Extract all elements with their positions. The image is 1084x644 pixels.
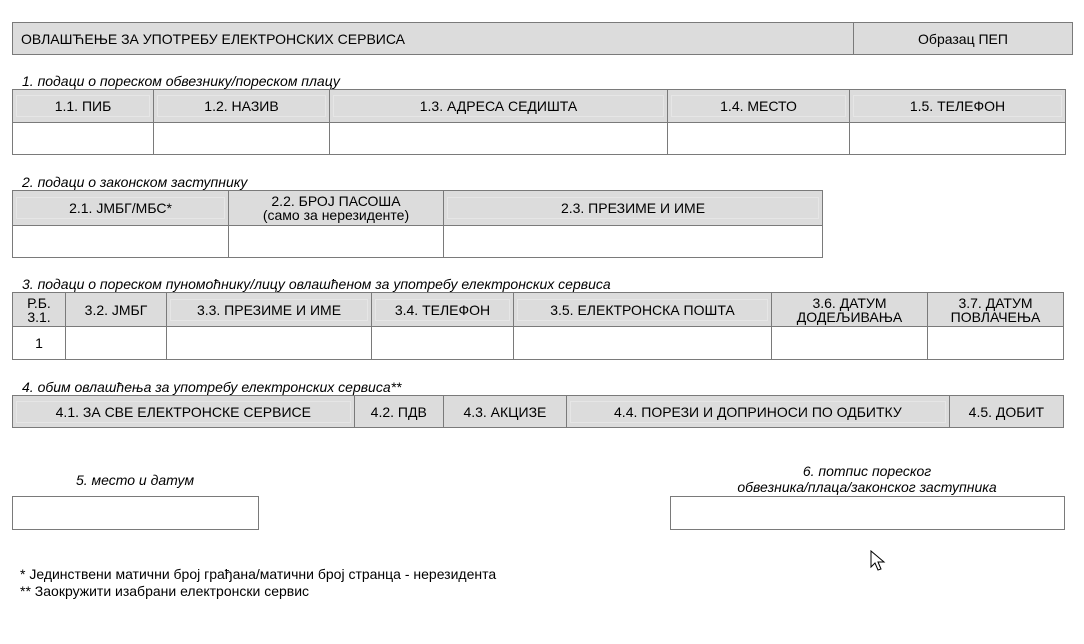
- place-date-field[interactable]: [12, 496, 259, 530]
- section1-heading: 1. подаци о пореском обвезнику/пореском плацу: [22, 73, 340, 89]
- input-jmbg-mbs[interactable]: [13, 226, 229, 258]
- service-all[interactable]: 4.1. ЗА СВЕ ЕЛЕКТРОНСКЕ СЕРВИСЕ: [13, 396, 355, 428]
- header-prezime-ime-zastupnik: 2.3. ПРЕЗИМЕ И ИМЕ: [444, 191, 823, 226]
- header-pib: 1.1. ПИБ: [13, 90, 154, 123]
- input-broj-pasosa[interactable]: [229, 226, 444, 258]
- header-datum-povlacenja: 3.7. ДАТУМ ПОВЛАЧЕЊА: [928, 293, 1064, 327]
- header-rb: Р.Б. 3.1.: [13, 293, 66, 327]
- section3-heading: 3. подаци о пореском пуномоћнику/лицу овлашћеном за употребу електронских сервиса: [22, 276, 611, 292]
- input-email[interactable]: [514, 327, 772, 360]
- header-broj-pasosa: 2.2. БРОЈ ПАСОША (само за нерезиденте): [229, 191, 444, 226]
- header-mesto: 1.4. МЕСТО: [668, 90, 850, 123]
- section1-table: [12, 89, 1066, 155]
- input-prezime-ime-3[interactable]: [167, 327, 372, 360]
- input-telefon-3[interactable]: [372, 327, 514, 360]
- section4-heading: 4. обим овлашћења за употребу електронских сервиса**: [22, 379, 402, 395]
- mouse-cursor-icon: [870, 550, 886, 572]
- section2-table: [12, 190, 823, 258]
- header-jmbg-mbs: 2.1. ЈМБГ/МБС*: [13, 191, 229, 226]
- form-title-bar: [12, 22, 1073, 55]
- row-number: 1: [13, 327, 66, 360]
- service-akcize[interactable]: 4.3. АКЦИЗЕ: [443, 396, 566, 428]
- header-jmbg: 3.2. ЈМБГ: [66, 293, 167, 327]
- input-jmbg-3[interactable]: [66, 327, 167, 360]
- form-title: ОВЛАШЋЕЊЕ ЗА УПОТРЕБУ ЕЛЕКТРОНСКИХ СЕРВИСА: [13, 23, 854, 55]
- header-prezime-ime: 3.3. ПРЕЗИМЕ И ИМЕ: [167, 293, 372, 327]
- input-telefon[interactable]: [850, 123, 1066, 155]
- input-pib[interactable]: [13, 123, 154, 155]
- service-dobit[interactable]: 4.5. ДОБИТ: [949, 396, 1063, 428]
- section2-heading: 2. подаци о законском заступнику: [22, 174, 248, 190]
- header-naziv: 1.2. НАЗИВ: [154, 90, 330, 123]
- footnote-jmbg: * Јединствени матични број грађана/матични број странца - нерезидента: [20, 566, 497, 582]
- header-telefon-3: 3.4. ТЕЛЕФОН: [372, 293, 514, 327]
- signature-label: 6. потпис пореског обвезника/плаца/законског заступника: [737, 463, 997, 495]
- section4-table: [12, 395, 1064, 428]
- section3-table: [12, 292, 1064, 360]
- header-email: 3.5. ЕЛЕКТРОНСКА ПОШТА: [514, 293, 772, 327]
- footnote-service: ** Заокружити изабрани електронски сервис: [20, 583, 310, 599]
- input-datum-povlacenja[interactable]: [928, 327, 1064, 360]
- header-datum-dodeljivanja: 3.6. ДАТУМ ДОДЕЉИВАЊА: [772, 293, 928, 327]
- input-datum-dodeljivanja[interactable]: [772, 327, 928, 360]
- service-porezi-doprinosi[interactable]: 4.4. ПОРЕЗИ И ДОПРИНОСИ ПО ОДБИТКУ: [567, 396, 950, 428]
- input-prezime-ime-zastupnik[interactable]: [444, 226, 823, 258]
- header-adresa: 1.3. АДРЕСА СЕДИШТА: [330, 90, 668, 123]
- header-telefon: 1.5. ТЕЛЕФОН: [850, 90, 1066, 123]
- place-date-label: 5. место и датум: [75, 472, 195, 488]
- input-mesto[interactable]: [668, 123, 850, 155]
- signature-field[interactable]: [670, 496, 1065, 530]
- input-adresa[interactable]: [330, 123, 668, 155]
- service-pdv[interactable]: 4.2. ПДВ: [354, 396, 443, 428]
- form-code: Образац ПЕП: [854, 23, 1073, 55]
- input-naziv[interactable]: [154, 123, 330, 155]
